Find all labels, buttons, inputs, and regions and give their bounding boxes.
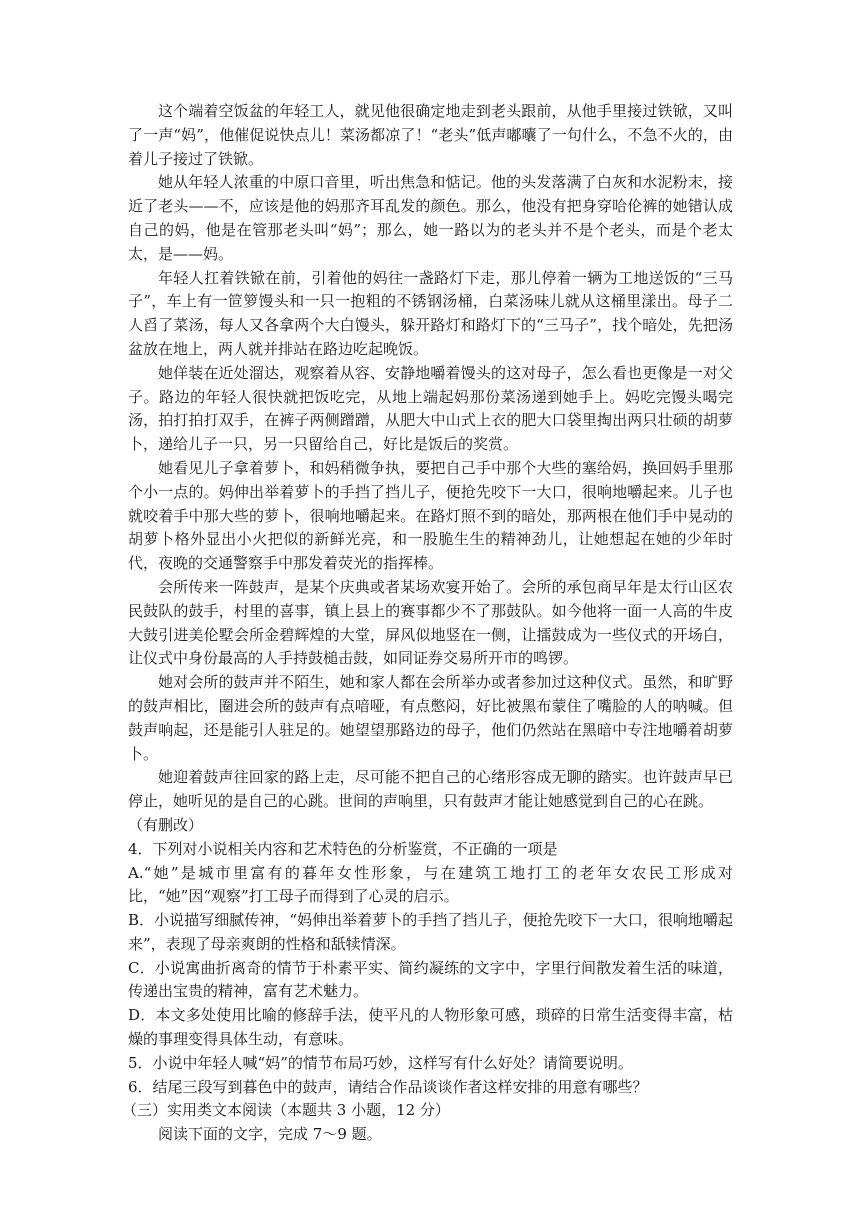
option-b: B．小说描写细腻传神，“妈伸出举着萝卜的手挡了挡儿子，便抢先咬下一大口，很响地嚼起来”，表现了母亲爽朗的性格和舐犊情深。 (128, 911, 733, 953)
section-instruction: 阅读下面的文字，完成 7～9 题。 (158, 1125, 382, 1144)
story-paragraph: 会所传来一阵鼓声，是某个庆典或者某场欢宴开始了。会所的承包商早年是太行山区农民鼓队的鼓手，村里的喜事，镇上县上的赛事都少不了那鼓队。如今他将一面一人高的牛皮大鼓引进美伦墅会所金碧辉煌的大堂，屏风似地竖在一侧，让擂鼓成为一些仪式的开场白，让仪式中身份最高的人手持鼓槌击鼓，如同证券交易所开市的鸣锣。 (128, 577, 733, 668)
option-a: A.“她”是城市里富有的暮年女性形象，与在建筑工地打工的老年女农民工形成对比，“她”因“观察”打工母子而得到了心灵的启示。 (128, 863, 733, 906)
story-paragraph: 她对会所的鼓声并不陌生，她和家人都在会所举办或者参加过这种仪式。虽然，和旷野的鼓声相比，圈进会所的鼓声有点喑哑，有点憋闷，好比被黑布蒙住了嘴脸的人的呐喊。但鼓声响起，还是能引人驻足的。她望望那路边的母子，他们仍然站在黑暗中专注地嚼着胡萝卜。 (128, 673, 733, 763)
document-body (122, 100, 733, 1147)
story-paragraph: 年轻人扛着铁锨在前，引着他的妈往一盏路灯下走，那儿停着一辆为工地送饭的“三马子”，车上有一笸箩馒头和一只一抱粗的不锈钢汤桶，白菜汤味儿就从这桶里漾出。母子二人舀了菜汤，每人又各拿两个大白馒头，躲开路灯和路灯下的“三马子”，找个暗处，先把汤盆放在地上，两人就并排站在路边吃起晚饭。 (128, 268, 733, 358)
story-paragraph: 她看见儿子拿着萝卜，和妈稍微争执，要把自己手中那个大些的塞给妈，换回妈手里那个小一点的。妈伸出举着萝卜的手挡了挡儿子，便抢先咬下一大口，很响地嚼起来。儿子也就咬着手中那大些的萝卜，很响地嚼起来。在路灯照不到的暗处，那两根在他们手中晃动的胡萝卜格外显出小火把似的新鲜光亮，和一股脆生生的精神劲儿，让她想起在她的少年时代，夜晚的交通警察手中那发着荧光的指挥棒。 (128, 458, 733, 573)
question-6: 6．结尾三段写到暮色中的鼓声，请结合作品谈谈作者这样安排的用意有哪些？ (128, 1077, 648, 1096)
story-paragraph: 她从年轻人浓重的中原口音里，听出焦急和惦记。他的头发落满了白灰和水泥粉末，接近了老头——不，应该是他的妈那齐耳乱发的颜色。那么，他没有把身穿哈伦裤的她错认成自己的妈，他是在管那老头叫“妈”；那么，她一路以为的老头并不是个老头，而是个老太太，是——妈。 (128, 173, 733, 263)
question-5: 5．小说中年轻人喊“妈”的情节布局巧妙，这样写有什么好处？请简要说明。 (128, 1053, 633, 1072)
option-c: C．小说寓曲折离奇的情节于朴素平实、简约凝练的文字中，字里行间散发着生活的味道，传递出宝贵的精神，富有艺术魅力。 (128, 958, 733, 1001)
source-note: （有删改） (128, 815, 204, 834)
story-paragraph: 她迎着鼓声往回家的路上走，尽可能不把自己的心绪形容成无聊的踏实。也许鼓声早已停止，她听见的是自己的心跳。世间的声响里，只有鼓声才能让她感觉到自己的心在跳。 (128, 768, 733, 811)
story-paragraph: 她佯装在近处溜达，观察着从容、安静地嚼着馒头的这对母子，怎么看也更像是一对父子。路边的年轻人很快就把饭吃完，从地上端起妈那份菜汤递到她手上。妈吃完馒头喝完汤，拍打拍打双手，在裤子两侧蹭蹭，从肥大中山式上衣的肥大口袋里掏出两只壮硕的胡萝卜，递给儿子一只，另一只留给自己，好比是饭后的奖赏。 (128, 363, 733, 454)
question-4: 4．下列对小说相关内容和艺术特色的分析鉴赏，不正确的一项是 (128, 839, 558, 858)
story-paragraph: 这个端着空饭盆的年轻工人，就见他很确定地走到老头跟前，从他手里接过铁锨，又叫了一声“妈”，他催促说快点儿！菜汤都凉了！“老头”低声嘟囔了一句什么，不急不火的，由着儿子接过了铁锨。 (128, 102, 733, 168)
section-title: （三）实用类文本阅读（本题共 3 小题，12 分） (122, 1101, 450, 1120)
option-d: D．本文多处使用比喻的修辞手法，使平凡的人物形象可感，琐碎的日常生活变得丰富，枯燥的事理变得具体生动，有意味。 (128, 1006, 733, 1049)
